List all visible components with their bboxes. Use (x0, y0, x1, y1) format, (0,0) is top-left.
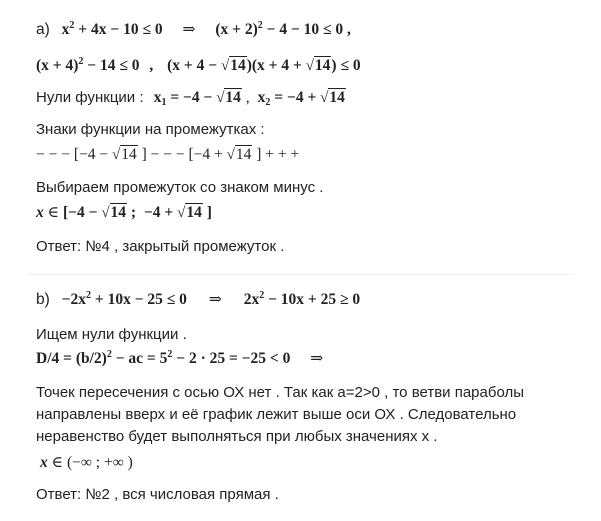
part-b-zeros-heading: Ищем нули функции . (36, 326, 187, 343)
part-b-line-1: $b) -2x^2 + 10x - 25 \le 0$ ⇒ $2x^2 - 10x + 25 \ge 0$ (36, 290, 361, 308)
section-divider (28, 274, 573, 275)
part-a-interval-result: x ∈ [−4 − √ 14 ; −4 + √ 14 ] (36, 203, 212, 223)
part-b-discriminant: $D/4 = (b/2)^2$ − ac = $5^2 - 2 \cdot 25 = -25 < 0$ ⇒ (36, 349, 324, 367)
part-b-answer: Ответ: №2 , вся числовая прямая . (36, 486, 279, 503)
part-a-answer: Ответ: №4 , закрытый промежуток . (36, 238, 285, 255)
part-a-zeros-line: Нули функции : $x_1 = -4$ − √ 14 , $x_2 = -4$ + √ 14 (36, 88, 346, 108)
part-a-line-1: a) $x^2 + 4x - 10 \le 0$ ⇒ $(x + 2)^2 - 4 - 10 \le 0$ , (36, 20, 351, 38)
part-b-paragraph-line-3: неравенство будет выполняться при любых значениях x . (36, 428, 438, 445)
part-a-choose-text: Выбираем промежуток со знаком минус . (36, 179, 324, 196)
part-a-label: a) (36, 21, 50, 38)
zeros-label: Нули функции : (36, 89, 144, 106)
part-a-intervals-heading: Знаки функции на промежутках : (36, 121, 265, 138)
part-a-line-2: $(x + 4)^2 - 14 \le 0$ , (x + 4 − √ 14)(x + 4 + √ 14) ≤ 0 (36, 56, 361, 76)
part-b-label: b) (36, 291, 50, 308)
part-b-paragraph-line-1: Точек пересечения с осью ОХ нет . Так как a=2>0 , то ветви параболы (36, 384, 525, 401)
part-b-interval-result: x ∈ (−∞ ; +∞ ) (40, 454, 133, 471)
part-a-intervals-signs: − − − [−4 − √ 14 ] − − − [−4 + √ 14 ] + + + (36, 145, 299, 165)
part-b-paragraph-line-2: направлены вверх и её график лежит выше оси ОХ . Следовательно (36, 406, 517, 423)
